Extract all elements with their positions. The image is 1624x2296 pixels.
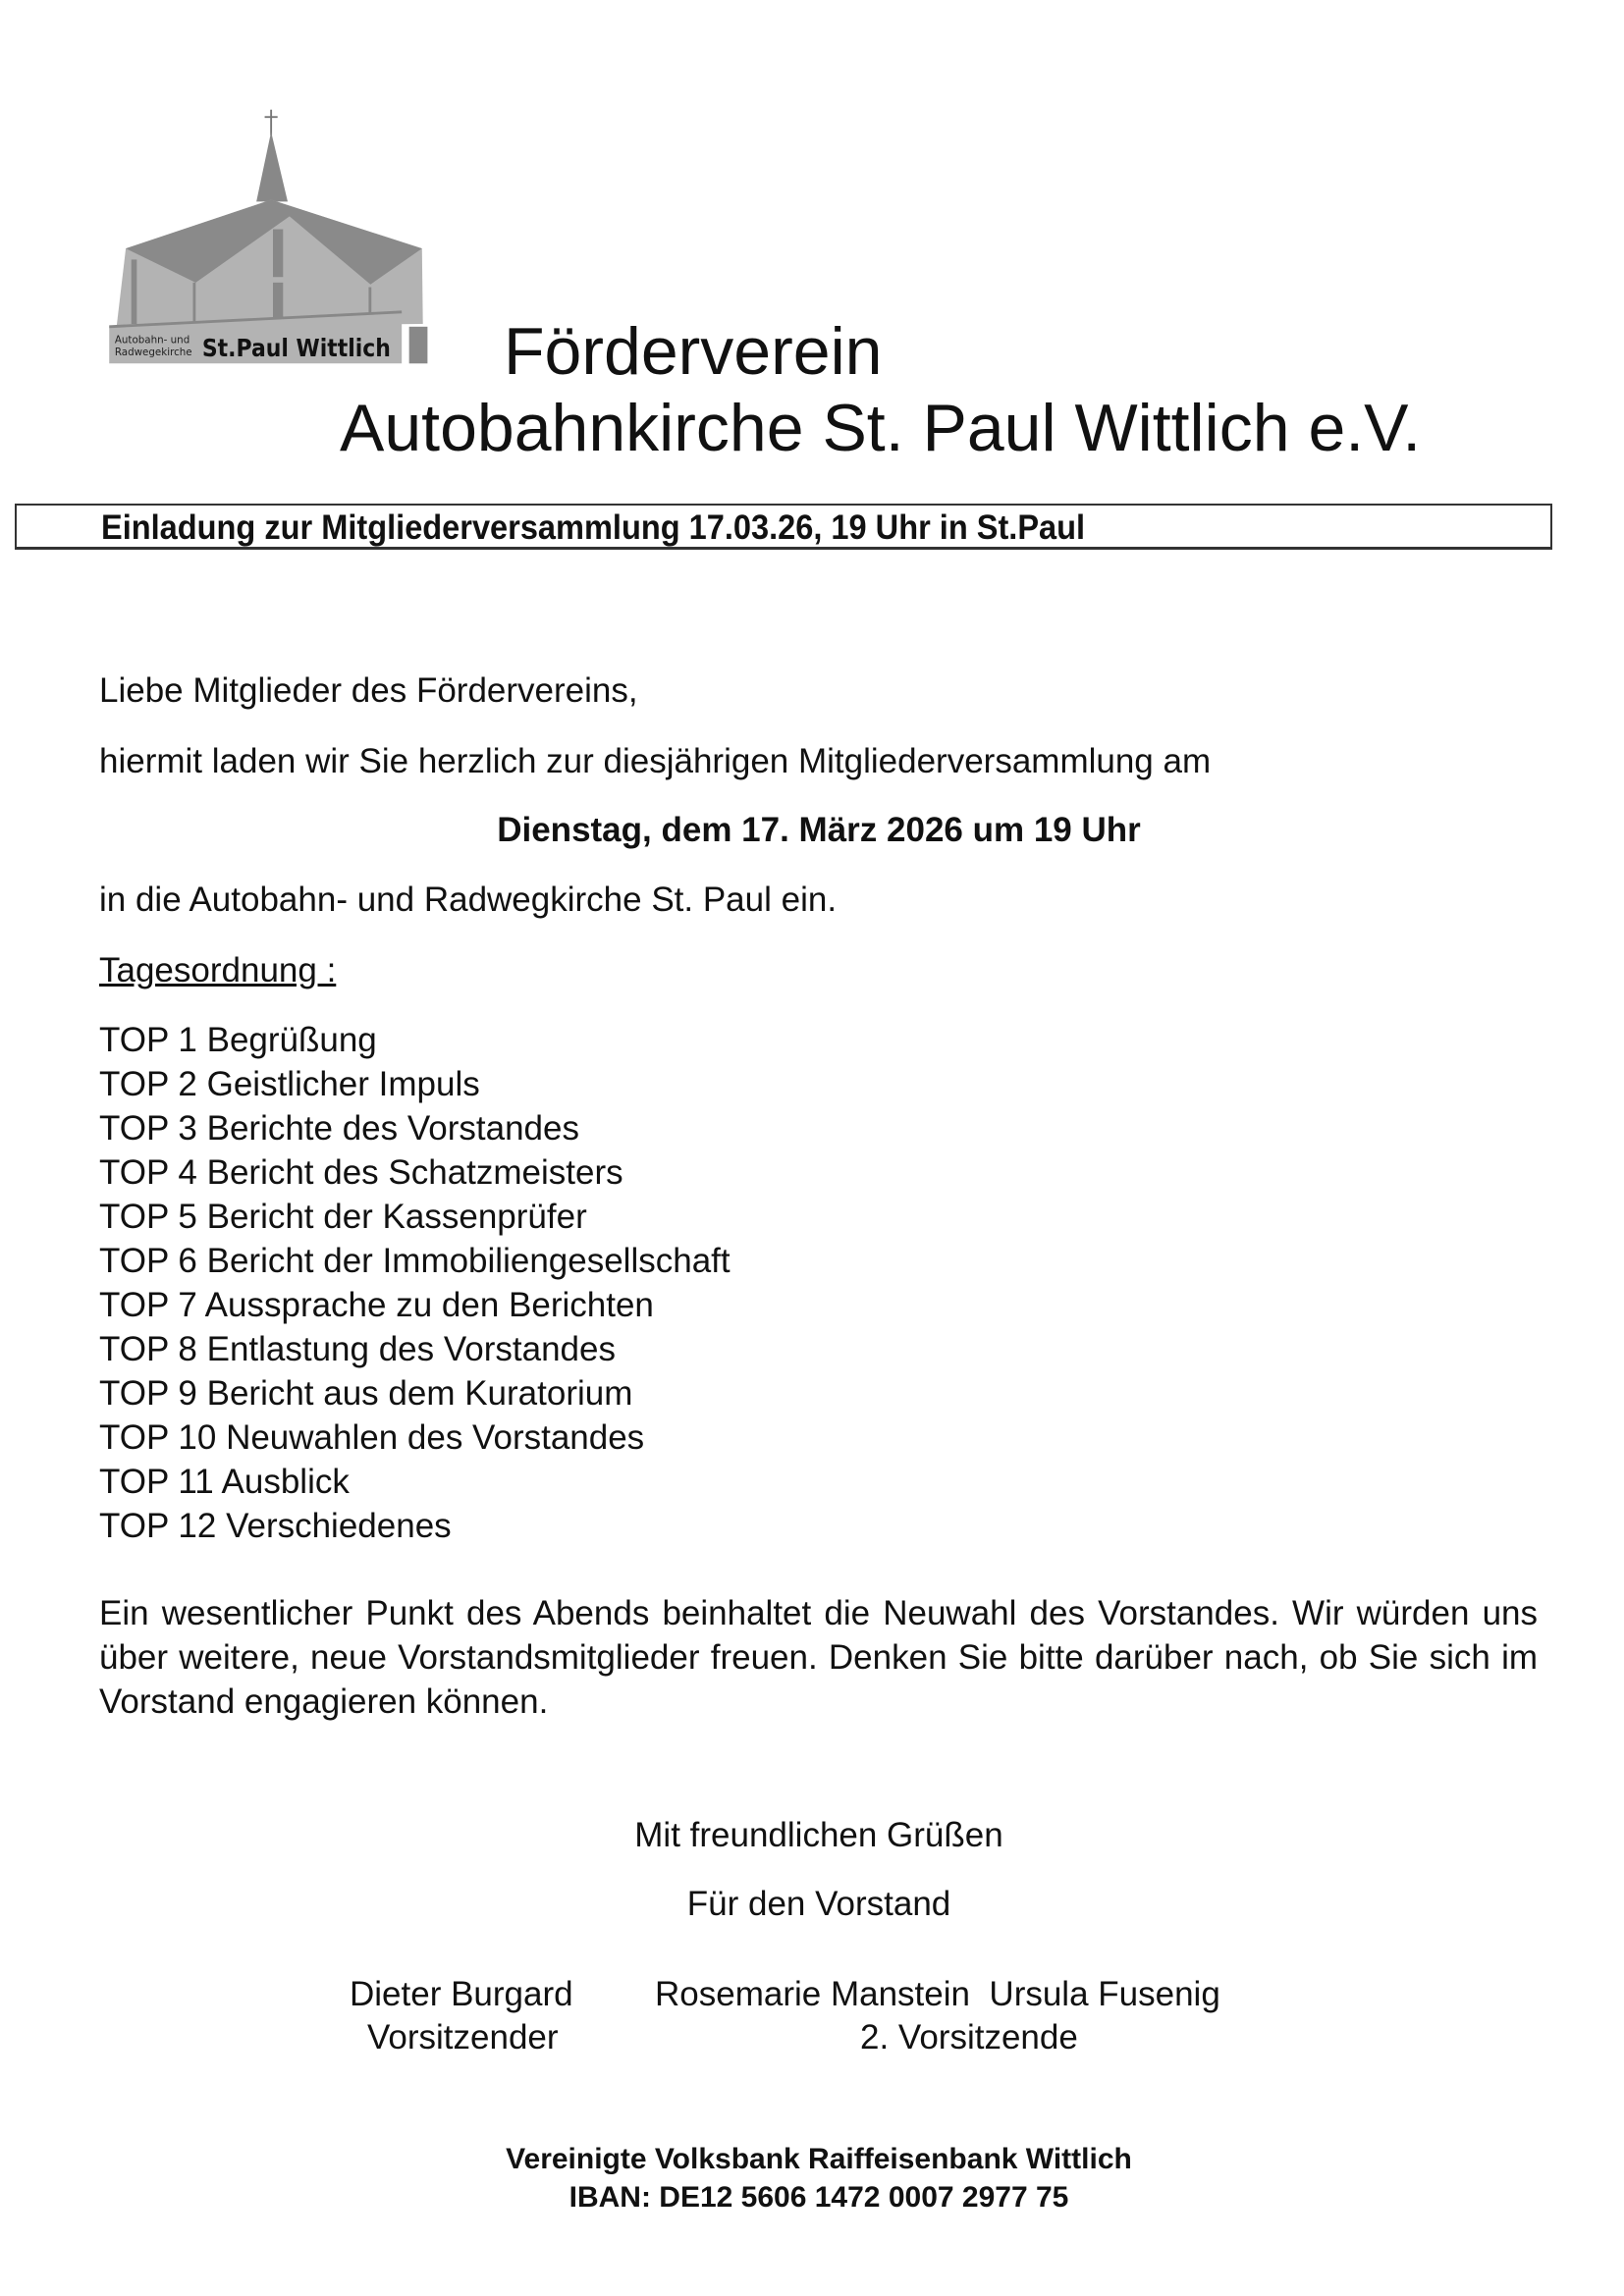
logo-text-line1: Autobahn- und (114, 334, 190, 347)
agenda-item: TOP 2 Geistlicher Impuls (99, 1065, 480, 1103)
location-text: in die Autobahn- und Radwegkirche St. Paul ein. (99, 881, 838, 919)
logo-text-line2: Radwegekirche (114, 346, 192, 358)
meeting-date: Dienstag, dem 17. März 2026 um 19 Uhr (497, 811, 1141, 849)
agenda-item: TOP 3 Berichte des Vorstandes (99, 1109, 579, 1148)
agenda-item: TOP 8 Entlastung des Vorstandes (99, 1330, 616, 1368)
agenda-item: TOP 10 Neuwahlen des Vorstandes (99, 1418, 645, 1457)
agenda-item: TOP 11 Ausblick (99, 1463, 350, 1501)
church-logo (98, 98, 448, 375)
agenda-item: TOP 7 Aussprache zu den Berichten (99, 1286, 654, 1324)
board-election-paragraph: Ein wesentlicher Punkt des Abends beinhaltet die Neuwahl des Vorstandes. Wir würden uns über weitere, neue Vorstandsmitglieder freuen. Denken Sie bitte darüber nach, ob Sie sich im Vorstand engagieren können. (99, 1594, 1538, 1721)
agenda-item: TOP 5 Bericht der Kassenprüfer (99, 1198, 587, 1236)
signer-role: Vorsitzender (367, 2018, 559, 2056)
title-line2: Autobahnkirche St. Paul Wittlich e.V. (340, 391, 1422, 465)
logo-name: St.Paul Wittlich (201, 333, 391, 362)
agenda-heading: Tagesordnung : (99, 951, 337, 989)
intro-text: hiermit laden wir Sie herzlich zur diesjährigen Mitgliederversammlung am (99, 742, 1212, 780)
agenda-item: TOP 6 Bericht der Immobiliengesellschaft (99, 1242, 731, 1280)
closing-greeting: Mit freundlichen Grüßen (634, 1816, 1003, 1854)
agenda-item: TOP 12 Verschiedenes (99, 1507, 452, 1545)
subject-line: Einladung zur Mitgliederversammlung 17.03.26, 19 Uhr in St.Paul (101, 508, 1086, 547)
iban: IBAN: DE12 5606 1472 0007 2977 75 (568, 2181, 1069, 2214)
subject-box (15, 504, 1552, 550)
signer-role: 2. Vorsitzende (860, 2018, 1078, 2056)
title-line1: Förderverein (504, 314, 883, 389)
bank-name: Vereinigte Volksbank Raiffeisenbank Wittlich (506, 2143, 1132, 2175)
salutation: Liebe Mitglieder des Fördervereins, (99, 671, 638, 710)
agenda-item: TOP 9 Bericht aus dem Kuratorium (99, 1374, 633, 1413)
closing-for-board: Für den Vorstand (686, 1885, 951, 1923)
agenda-item: TOP 1 Begrüßung (99, 1021, 377, 1059)
agenda-list (99, 1018, 731, 1548)
signer-name: Dieter Burgard (350, 1975, 573, 2013)
agenda-item: TOP 4 Bericht des Schatzmeisters (99, 1153, 623, 1192)
signer-name: Rosemarie Manstein Ursula Fusenig (655, 1975, 1220, 2013)
